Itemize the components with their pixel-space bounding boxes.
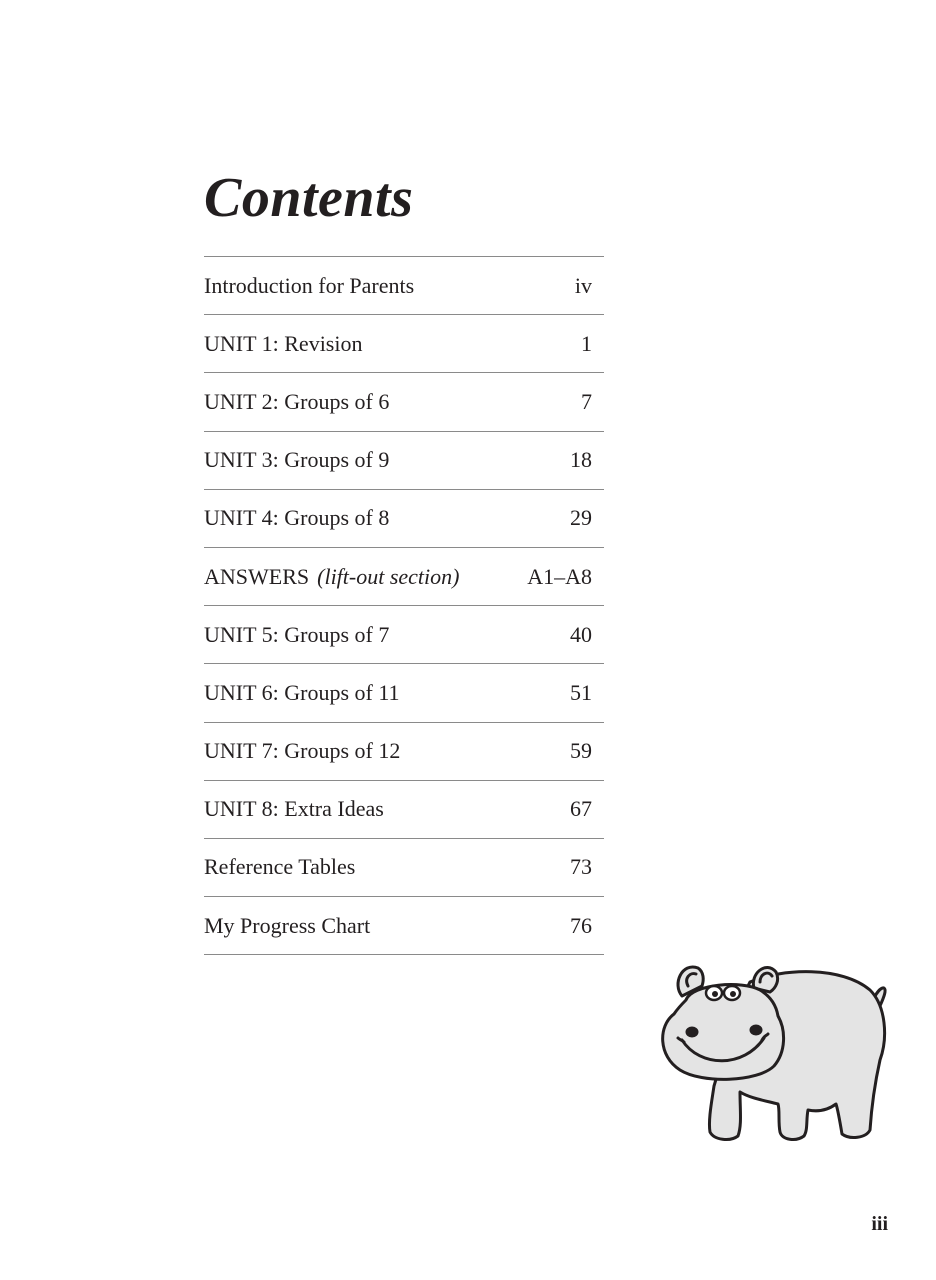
toc-entry-page: 51 — [570, 679, 592, 705]
page-number: iii — [871, 1213, 888, 1235]
toc-entry-label-group — [204, 564, 459, 590]
toc-entry-unit-4[interactable] — [204, 490, 604, 548]
toc-entry-label: UNIT 1: Revision — [204, 330, 363, 356]
toc-entry-page: 29 — [570, 505, 592, 531]
toc-entry-answers[interactable] — [204, 548, 604, 606]
toc-entry-label: UNIT 8: Extra Ideas — [204, 796, 384, 822]
toc-entry-unit-6[interactable] — [204, 664, 604, 722]
toc-entry-label: UNIT 2: Groups of 6 — [204, 388, 390, 414]
toc-entry-progress-chart[interactable] — [204, 897, 604, 955]
toc-entry-unit-2[interactable] — [204, 373, 604, 431]
toc-entry-page: 1 — [581, 330, 592, 356]
toc-entry-introduction[interactable] — [204, 257, 604, 315]
toc-entry-label: UNIT 5: Groups of 7 — [204, 621, 390, 647]
toc-entry-unit-5[interactable] — [204, 606, 604, 664]
toc-entry-page: 59 — [570, 738, 592, 764]
toc-entry-unit-1[interactable] — [204, 315, 604, 373]
page-title: Contents — [204, 167, 414, 229]
toc-entry-label: ANSWERS — [204, 563, 310, 589]
toc-entry-label: My Progress Chart — [204, 912, 371, 938]
toc-entry-label: Introduction for Parents — [204, 272, 415, 298]
table-of-contents — [204, 256, 604, 955]
toc-entry-unit-3[interactable] — [204, 432, 604, 490]
toc-entry-page: 67 — [570, 796, 592, 822]
toc-entry-label: UNIT 6: Groups of 11 — [204, 679, 400, 705]
toc-entry-page: A1–A8 — [527, 563, 592, 589]
toc-entry-page: 40 — [570, 621, 592, 647]
toc-entry-unit-7[interactable] — [204, 723, 604, 781]
toc-entry-reference-tables[interactable] — [204, 839, 604, 897]
toc-entry-page: 18 — [570, 447, 592, 473]
toc-entry-label: UNIT 7: Groups of 12 — [204, 738, 401, 764]
toc-entry-unit-8[interactable] — [204, 781, 604, 839]
toc-entry-page: iv — [574, 272, 592, 298]
toc-entry-note: (lift-out section) — [317, 563, 460, 589]
toc-entry-page: 73 — [570, 854, 592, 880]
toc-entry-label: UNIT 3: Groups of 9 — [204, 447, 390, 473]
toc-entry-label: UNIT 4: Groups of 8 — [204, 505, 390, 531]
toc-entry-label: Reference Tables — [204, 854, 356, 880]
toc-entry-page: 76 — [570, 912, 592, 938]
hippo-icon — [652, 960, 892, 1150]
toc-entry-page: 7 — [581, 388, 592, 414]
